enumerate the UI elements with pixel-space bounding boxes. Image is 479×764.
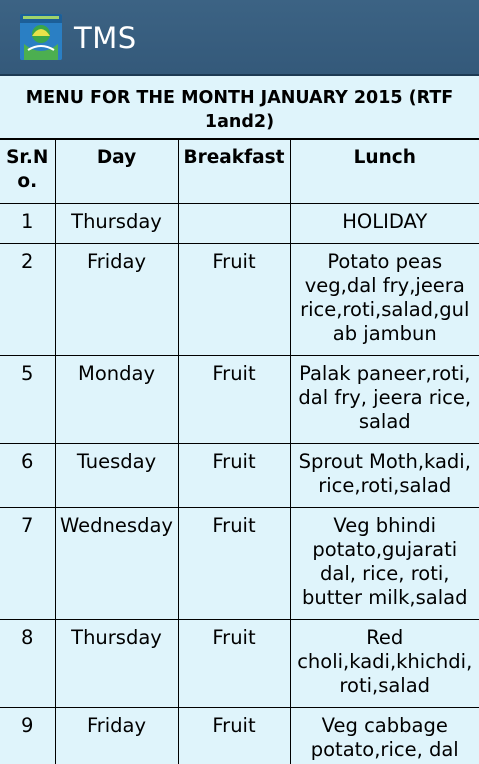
cell-day: Thursday	[55, 204, 178, 244]
cell-lunch: Veg cabbage potato,rice, dal	[290, 708, 479, 764]
cell-sr-no: 2	[0, 244, 55, 356]
cell-lunch: Veg bhindi potato,gujarati dal, rice, roti, butter milk,salad	[290, 508, 479, 620]
header-lunch: Lunch	[290, 140, 479, 204]
menu-table	[0, 139, 479, 764]
cell-day: Friday	[55, 244, 178, 356]
cell-lunch: Palak paneer,roti, dal fry, jeera rice, salad	[290, 356, 479, 444]
cell-day: Wednesday	[55, 508, 178, 620]
table-row	[0, 620, 479, 708]
cell-day: Monday	[55, 356, 178, 444]
cell-sr-no: 1	[0, 204, 55, 244]
cell-sr-no: 7	[0, 508, 55, 620]
app-logo-icon[interactable]	[20, 14, 62, 60]
cell-day: Friday	[55, 708, 178, 764]
cell-lunch: Potato peas veg,dal fry,jeera rice,roti,salad,gulab jambun	[290, 244, 479, 356]
cell-breakfast: Fruit	[178, 244, 290, 356]
cell-breakfast	[178, 204, 290, 244]
table-row	[0, 444, 479, 508]
cell-day: Tuesday	[55, 444, 178, 508]
header-sr-no: Sr.No.	[0, 140, 55, 204]
cell-lunch: Sprout Moth,kadi, rice,roti,salad	[290, 444, 479, 508]
table-header-row	[0, 140, 479, 204]
app-header	[0, 0, 479, 76]
table-row	[0, 356, 479, 444]
cell-breakfast: Fruit	[178, 444, 290, 508]
cell-lunch: HOLIDAY	[290, 204, 479, 244]
app-title: TMS	[74, 21, 137, 55]
table-row	[0, 508, 479, 620]
cell-day: Thursday	[55, 620, 178, 708]
cell-breakfast: Fruit	[178, 508, 290, 620]
cell-breakfast: Fruit	[178, 708, 290, 764]
menu-content[interactable]	[0, 76, 479, 764]
cell-lunch: Red choli,kadi,khichdi,roti,salad	[290, 620, 479, 708]
table-row	[0, 204, 479, 244]
cell-breakfast: Fruit	[178, 620, 290, 708]
cell-breakfast: Fruit	[178, 356, 290, 444]
cell-sr-no: 6	[0, 444, 55, 508]
cell-sr-no: 8	[0, 620, 55, 708]
cell-sr-no: 9	[0, 708, 55, 764]
table-row	[0, 708, 479, 764]
menu-title: MENU FOR THE MONTH JANUARY 2015 (RTF 1and2)	[0, 76, 479, 139]
cell-sr-no: 5	[0, 356, 55, 444]
header-day: Day	[55, 140, 178, 204]
header-breakfast: Breakfast	[178, 140, 290, 204]
table-row	[0, 244, 479, 356]
